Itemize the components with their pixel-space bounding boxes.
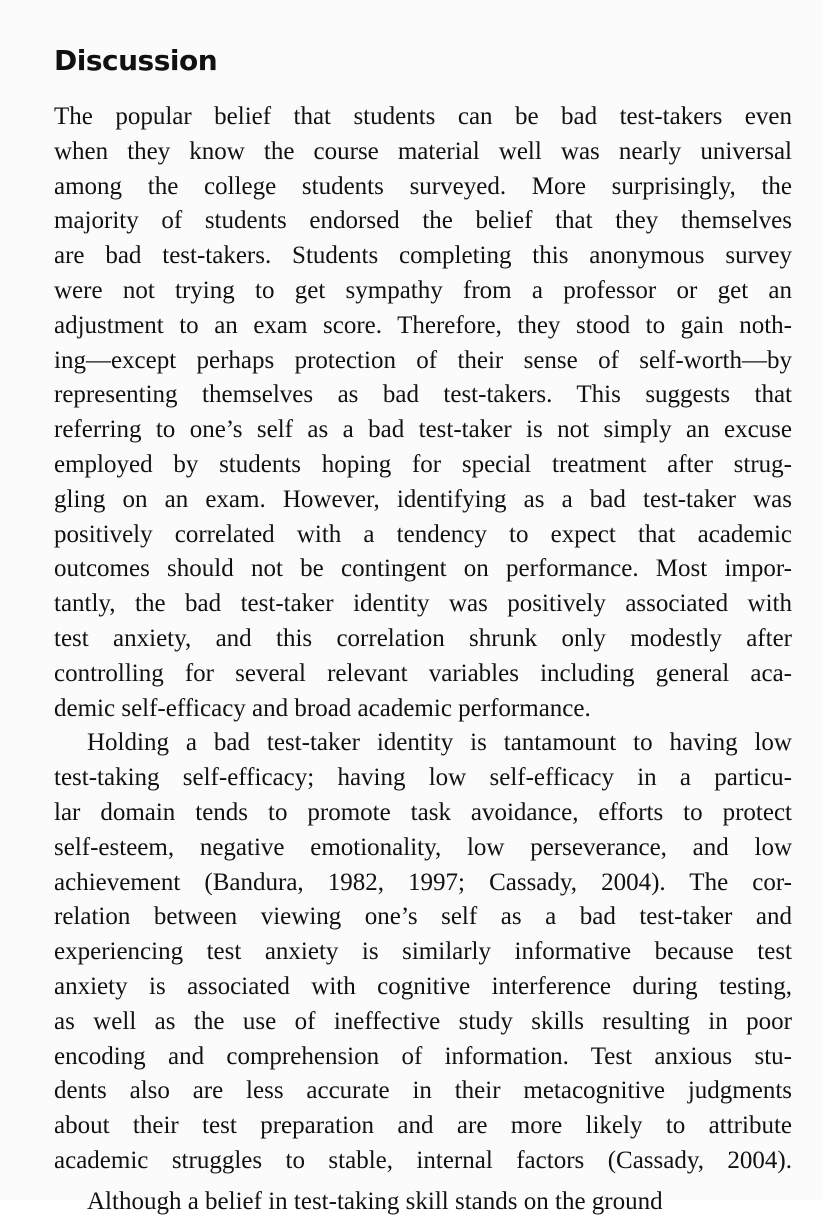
text-line: among the college students surveyed. More surprisingly, the <box>54 172 792 200</box>
text-line: employed by students hoping for special treatment after strug- <box>54 450 792 478</box>
text-line: tantly, the bad test-taker identity was positively associated with <box>54 590 792 618</box>
text-line: referring to one’s self as a bad test-taker is not simply an excuse <box>54 416 792 444</box>
text-line: were not trying to get sympathy from a professor or get an <box>54 276 792 304</box>
text-line: positively correlated with a tendency to expect that academic <box>54 520 792 548</box>
text-line: representing themselves as bad test-takers. This suggests that <box>54 381 792 409</box>
text-line: The popular belief that students can be bad test-takers even <box>54 103 792 130</box>
text-line: adjustment to an exam score. Therefore, they stood to gain noth- <box>54 311 792 339</box>
section-heading: Discussion <box>54 44 218 77</box>
text-line: demic self-efficacy and broad academic performance. <box>54 694 591 722</box>
text-line: when they know the course material well was nearly universal <box>54 137 792 165</box>
text-line: test anxiety, and this correlation shrunk only modestly after <box>54 624 792 652</box>
text-line: gling on an exam. However, identifying as a bad test-taker was <box>54 485 792 513</box>
text-line: relation between viewing one’s self as a bad test-taker and <box>54 903 792 931</box>
text-line: test-taking self-efficacy; having low self-efficacy in a particu- <box>54 764 792 792</box>
paragraph-2 <box>54 726 792 1178</box>
body-text <box>54 100 792 1179</box>
text-line: achievement (Bandura, 1982, 1997; Cassady, 2004). The cor- <box>54 868 792 896</box>
text-line: experiencing test anxiety is similarly informative because test <box>54 938 792 966</box>
text-line: Holding a bad test-taker identity is tantamount to having low <box>87 729 792 757</box>
text-line: academic struggles to stable, internal factors (Cassady, 2004). <box>54 1146 792 1174</box>
text-line: outcomes should not be contingent on performance. Most impor- <box>54 555 792 583</box>
text-line: anxiety is associated with cognitive interference during testing, <box>54 972 792 1000</box>
text-line: dents also are less accurate in their metacognitive judgments <box>54 1077 792 1105</box>
text-line: controlling for several relevant variables including general aca- <box>54 659 792 687</box>
text-line: about their test preparation and are more likely to attribute <box>54 1112 792 1140</box>
text-line: self-esteem, negative emotionality, low perseverance, and low <box>54 833 792 861</box>
text-line: ing—except perhaps protection of their sense of self-worth—by <box>54 346 792 374</box>
paragraph-1 <box>54 100 792 726</box>
text-line: majority of students endorsed the belief that they themselves <box>54 207 792 235</box>
cut-off-line: Although a belief in test-taking skill stands on the ground <box>87 1188 663 1215</box>
text-line: encoding and comprehension of information. Test anxious stu- <box>54 1042 792 1070</box>
text-line: lar domain tends to promote task avoidance, efforts to protect <box>54 798 792 826</box>
text-line: as well as the use of ineffective study skills resulting in poor <box>54 1007 792 1035</box>
text-line: are bad test-takers. Students completing this anonymous survey <box>54 242 792 270</box>
